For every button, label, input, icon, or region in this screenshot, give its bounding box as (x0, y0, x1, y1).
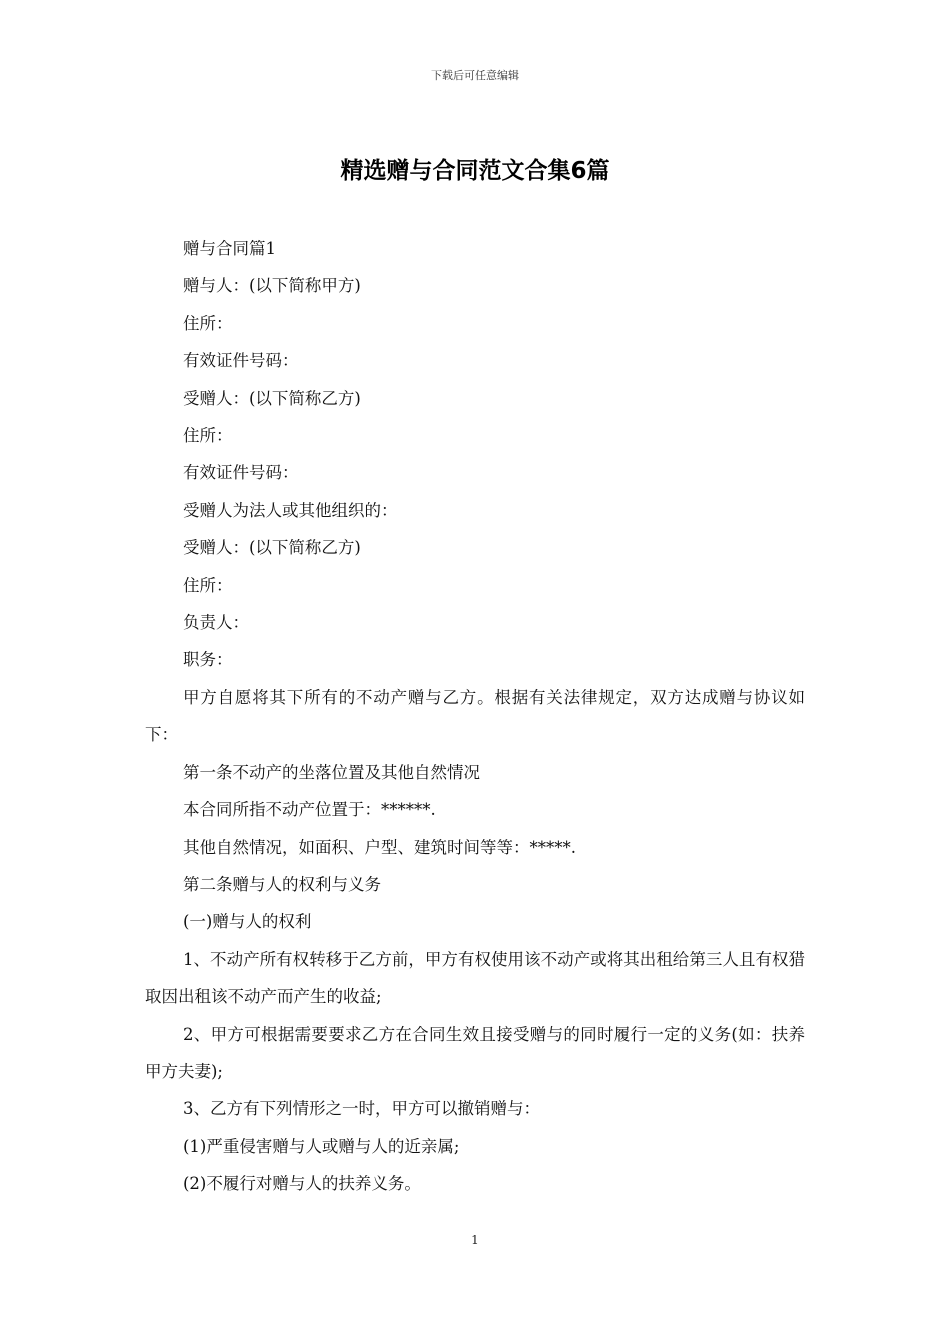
paragraph: 负责人： (183, 613, 249, 633)
document-title: 精选赠与合同范文合集6篇 (340, 158, 610, 184)
paragraph: 本合同所指不动产位置于：******. (183, 800, 436, 820)
paragraph: 第二条赠与人的权利与义务 (183, 874, 381, 894)
paragraph: (一)赠与人的权利 (183, 912, 312, 932)
paragraph: 住所： (183, 313, 233, 333)
document-body (145, 230, 805, 1203)
paragraph: 住所： (183, 575, 233, 595)
paragraph: 受赠人：(以下简称乙方) (183, 538, 361, 558)
paragraph: 2、甲方可根据需要要求乙方在合同生效且接受赠与的同时履行一定的义务(如：扶养甲方夫妻); (145, 1024, 805, 1081)
paragraph: 甲方自愿将其下所有的不动产赠与乙方。根据有关法律规定，双方达成赠与协议如下： (145, 687, 805, 745)
paragraph: 赠与人：(以下简称甲方) (183, 276, 361, 296)
paragraph: 职务： (183, 650, 233, 670)
page-number: 1 (471, 1233, 479, 1247)
paragraph: 3、乙方有下列情形之一时，甲方可以撤销赠与： (183, 1099, 540, 1119)
paragraph: 受赠人：(以下简称乙方) (183, 388, 361, 408)
paragraph: 有效证件号码： (183, 351, 299, 371)
paragraph: 第一条不动产的坐落位置及其他自然情况 (183, 762, 480, 782)
paragraph: 住所： (183, 426, 233, 446)
paragraph: 其他自然情况，如面积、户型、建筑时间等等：*****. (183, 837, 576, 857)
paragraph: 赠与合同篇1 (183, 239, 276, 258)
paragraph: (1)严重侵害赠与人或赠与人的近亲属; (183, 1136, 460, 1156)
paragraph: 1、不动产所有权转移于乙方前，甲方有权使用该不动产或将其出租给第三人且有权猎取因出租该不动产而产生的收益; (145, 949, 805, 1007)
paragraph: (2)不履行对赠与人的扶养义务。 (183, 1174, 421, 1194)
paragraph: 受赠人为法人或其他组织的： (183, 500, 398, 520)
paragraph: 有效证件号码： (183, 463, 299, 483)
header-note: 下载后可任意编辑 (431, 69, 519, 82)
